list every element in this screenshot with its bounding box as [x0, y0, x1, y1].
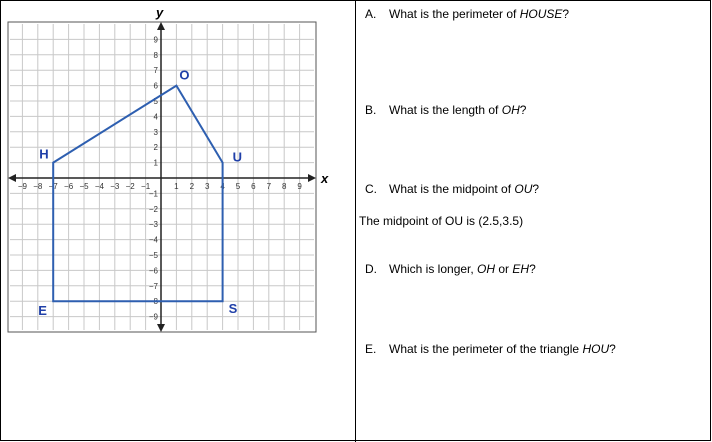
- x-tick-label: −5: [79, 182, 89, 191]
- x-tick-label: 8: [281, 182, 287, 191]
- answer-c: The midpoint of OU is (2.5,3.5): [359, 214, 524, 228]
- x-tick-label: −9: [17, 182, 27, 191]
- x-tick-label: −1: [141, 182, 151, 191]
- y-tick-label: 4: [153, 112, 158, 122]
- question-b: [365, 103, 526, 117]
- y-tick-label: 8: [153, 50, 158, 60]
- x-axis-label: x: [321, 171, 329, 186]
- y-tick-label: 7: [153, 66, 158, 76]
- y-tick-label: −3: [148, 220, 158, 230]
- x-tick-label: −7: [48, 182, 58, 191]
- question-d: [365, 262, 536, 276]
- question-b-text: What is the length of: [389, 103, 502, 117]
- question-e: [365, 342, 616, 356]
- question-c-tail: ?: [532, 182, 540, 196]
- y-tick-label: 9: [153, 35, 158, 45]
- y-tick-label: −7: [148, 281, 158, 291]
- x-tick-label: −2: [125, 182, 135, 191]
- x-tick-label: 7: [266, 182, 272, 191]
- question-a: [365, 7, 569, 21]
- x-tick-label: 5: [235, 182, 241, 191]
- question-d-letter: D.: [365, 262, 377, 276]
- question-b-emph: OH: [501, 103, 520, 117]
- question-d-tail: ?: [529, 262, 536, 276]
- y-tick-label: 3: [153, 127, 158, 137]
- y-tick-label: 5: [153, 97, 158, 106]
- x-tick-label: 6: [251, 182, 256, 191]
- x-tick-label: 1: [174, 182, 179, 191]
- y-tick-label: −8: [148, 297, 158, 307]
- x-tick-label: 2: [189, 182, 195, 191]
- vertex-label-u: U: [232, 149, 242, 165]
- question-e-tail: ?: [609, 342, 616, 356]
- vertex-label-o: O: [179, 67, 190, 83]
- x-tick-label: −3: [110, 182, 120, 191]
- y-tick-label: 1: [153, 158, 158, 168]
- y-tick-label: −6: [148, 266, 158, 276]
- question-a-letter: A.: [365, 7, 377, 21]
- question-d-text: Which is longer,: [389, 262, 478, 276]
- coordinate-graph: [0, 0, 356, 340]
- vertex-label-s: S: [228, 301, 238, 317]
- y-tick-label: −5: [148, 251, 158, 260]
- y-axis-label: y: [156, 5, 164, 20]
- question-e-text: What is the perimeter of the triangle: [389, 342, 583, 356]
- question-d-emph-2: EH: [512, 262, 530, 276]
- question-b-letter: B.: [365, 103, 377, 117]
- question-e-emph: HOU: [582, 342, 610, 356]
- question-a-tail: ?: [562, 7, 570, 21]
- y-tick-label: −2: [148, 204, 158, 214]
- question-a-emph: HOUSE: [519, 7, 563, 21]
- question-e-letter: E.: [365, 342, 377, 356]
- x-tick-label: 3: [204, 182, 210, 191]
- x-tick-label: −6: [64, 182, 74, 191]
- y-tick-label: −1: [148, 189, 158, 199]
- x-tick-label: 9: [297, 182, 302, 191]
- question-c-text: What is the midpoint of: [389, 182, 515, 196]
- x-tick-label: −4: [94, 182, 104, 191]
- y-tick-label: 6: [153, 81, 158, 91]
- question-d-mid: or: [495, 262, 513, 276]
- vertex-label-e: E: [38, 303, 47, 319]
- vertex-label-h: H: [39, 146, 49, 162]
- y-tick-label: 2: [153, 143, 158, 153]
- y-tick-label: −4: [148, 235, 158, 245]
- question-a-text: What is the perimeter of: [389, 7, 520, 21]
- question-c-emph: OU: [514, 182, 533, 196]
- question-d-emph-1: OH: [477, 262, 496, 276]
- x-tick-label: 4: [220, 182, 225, 191]
- question-b-tail: ?: [519, 103, 527, 117]
- question-c-letter: C.: [365, 182, 377, 196]
- x-tick-label: −8: [33, 182, 43, 191]
- question-c: [365, 182, 539, 196]
- y-tick-label: −9: [148, 312, 158, 322]
